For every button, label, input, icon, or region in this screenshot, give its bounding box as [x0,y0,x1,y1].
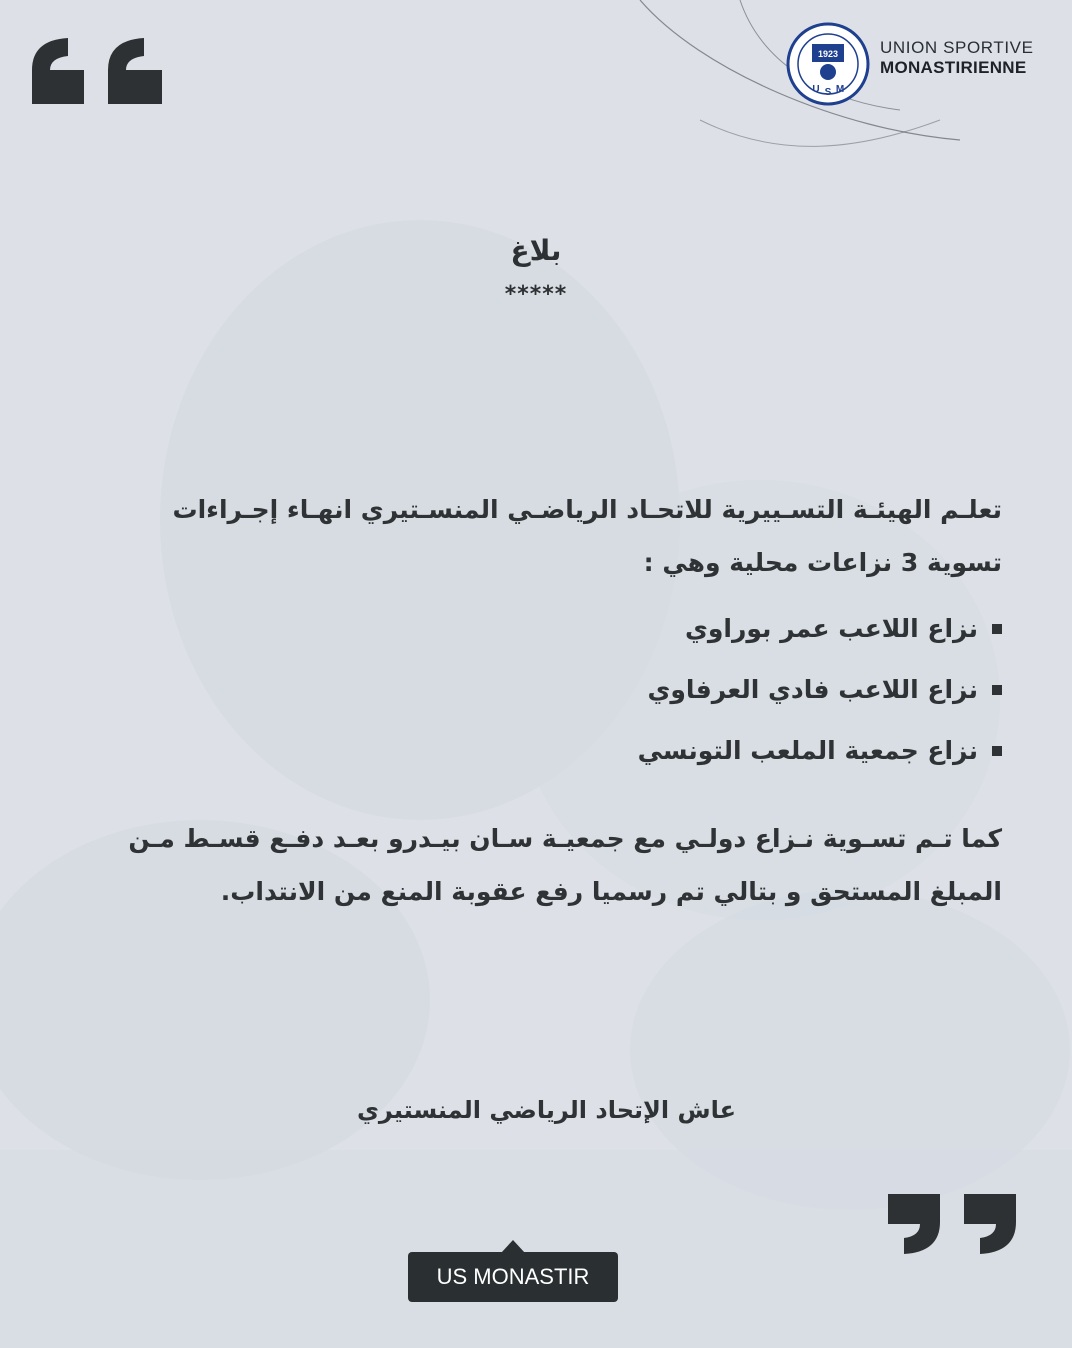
list-item-label: نزاع جمعية الملعب التونسي [637,736,978,765]
bullet-square-icon [992,624,1002,634]
page-title: بلاغ [510,234,562,267]
title-stars: ***** [504,282,568,307]
open-quote-icon [28,34,168,106]
intro-line2: تسوية 3 نزاعات محلية وهي : [643,548,1002,577]
logo-year: 1923 [817,49,839,59]
logo-letter-s: S [824,87,832,98]
para-line1: كما تـم تسـوية نـزاع دولـي مع جمعيـة سـان بيـدرو بعـد دفـع قسـط مـن [128,824,1002,853]
footer-badge: US MONASTIR [408,1252,618,1302]
list-item-label: نزاع اللاعب عمر بوراوي [684,614,978,643]
intro-line1: تعلـم الهيئـة التسـييرية للاتحـاد الرياضـي المنسـتيري انهـاء إجـراءات [172,495,1002,524]
close-quote-icon [884,1192,1024,1256]
closing-paragraph [70,812,1002,918]
bullet-square-icon [992,685,1002,695]
list-item-label: نزاع اللاعب فادي العرفاوي [647,675,978,704]
brand-line1: UNION SPORTIVE [880,38,1034,57]
disputes-list [70,612,1002,795]
club-logo [786,22,870,106]
list-item [70,734,1002,768]
list-item [70,612,1002,646]
brand-line2: MONASTIRIENNE [880,58,1027,77]
closing-slogan: عاش الإتحاد الرياضي المنستيري [356,1096,736,1124]
logo-letter-u: U [812,84,820,95]
list-item [70,673,1002,707]
brand-name [880,38,1060,78]
bullet-square-icon [992,746,1002,756]
logo-letter-m: M [835,84,845,95]
para-line2: المبلغ المستحق و بتالي تم رسميا رفع عقوبة المنع من الانتداب. [220,877,1002,906]
intro-paragraph [70,483,1002,589]
